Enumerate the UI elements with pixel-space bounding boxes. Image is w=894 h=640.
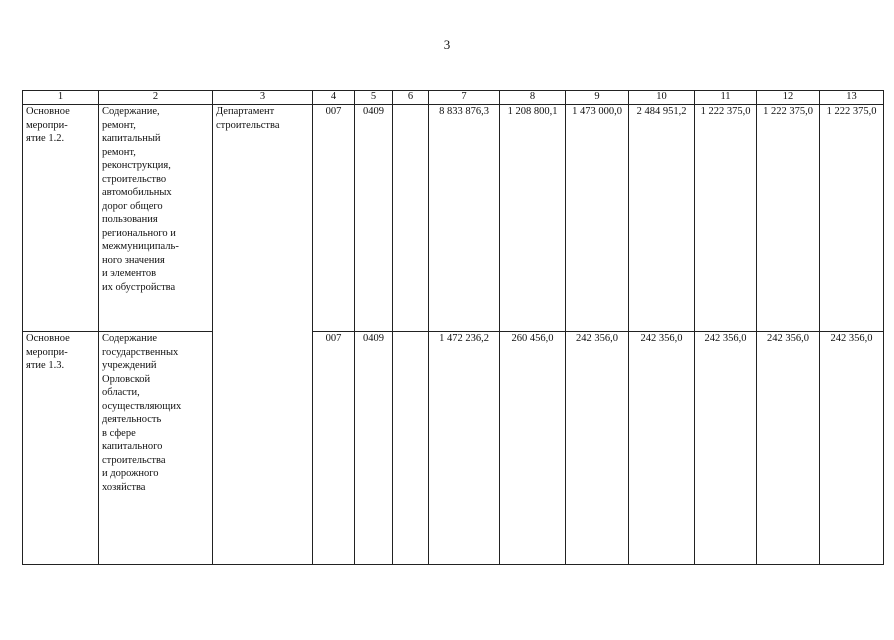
table-row <box>23 105 884 332</box>
activity-cell <box>23 332 99 565</box>
activity-label: Основное меропри- ятие 1.3. <box>26 333 70 371</box>
department-text: Департамент строительства <box>216 106 280 131</box>
value-cell: 242 356,0 <box>695 332 757 565</box>
table-row <box>23 332 884 565</box>
column-header: 3 <box>213 91 313 105</box>
department-cell <box>213 105 313 565</box>
section-cell: 0409 <box>355 332 393 565</box>
description-text: Содержание, ремонт, капитальный ремонт, реконструкция, строительство автомобильных дорог общего пользования регионального и межмуниципаль- ного значения и элементов их обустройства <box>102 106 179 293</box>
value-cell: 1 222 375,0 <box>757 105 820 332</box>
activity-label: Основное меропри- ятие 1.2. <box>26 106 70 144</box>
column-header: 4 <box>313 91 355 105</box>
budget-table <box>22 90 884 565</box>
column-header: 10 <box>629 91 695 105</box>
description-text: Содержание государственных учреждений Орловской области, осуществляющих деятельность в сфере капитального строительства и дорожного хозяйства <box>102 333 182 493</box>
empty-cell <box>393 332 429 565</box>
value-cell: 1 222 375,0 <box>820 105 884 332</box>
activity-cell <box>23 105 99 332</box>
page-number: 3 <box>443 37 451 52</box>
column-header: 5 <box>355 91 393 105</box>
value-cell: 260 456,0 <box>500 332 566 565</box>
value-cell: 242 356,0 <box>629 332 695 565</box>
code-cell: 007 <box>313 105 355 332</box>
column-header: 6 <box>393 91 429 105</box>
column-header: 8 <box>500 91 566 105</box>
description-cell <box>99 105 213 332</box>
column-header: 1 <box>23 91 99 105</box>
value-cell: 8 833 876,3 <box>429 105 500 332</box>
code-cell: 007 <box>313 332 355 565</box>
column-header: 2 <box>99 91 213 105</box>
value-cell: 242 356,0 <box>566 332 629 565</box>
column-header: 9 <box>566 91 629 105</box>
value-cell: 1 208 800,1 <box>500 105 566 332</box>
header-row <box>23 91 884 105</box>
description-cell <box>99 332 213 565</box>
column-header: 7 <box>429 91 500 105</box>
value-cell: 242 356,0 <box>820 332 884 565</box>
empty-cell <box>393 105 429 332</box>
value-cell: 1 472 236,2 <box>429 332 500 565</box>
value-cell: 2 484 951,2 <box>629 105 695 332</box>
column-header: 12 <box>757 91 820 105</box>
column-header: 13 <box>820 91 884 105</box>
section-cell: 0409 <box>355 105 393 332</box>
value-cell: 1 473 000,0 <box>566 105 629 332</box>
value-cell: 1 222 375,0 <box>695 105 757 332</box>
value-cell: 242 356,0 <box>757 332 820 565</box>
column-header: 11 <box>695 91 757 105</box>
